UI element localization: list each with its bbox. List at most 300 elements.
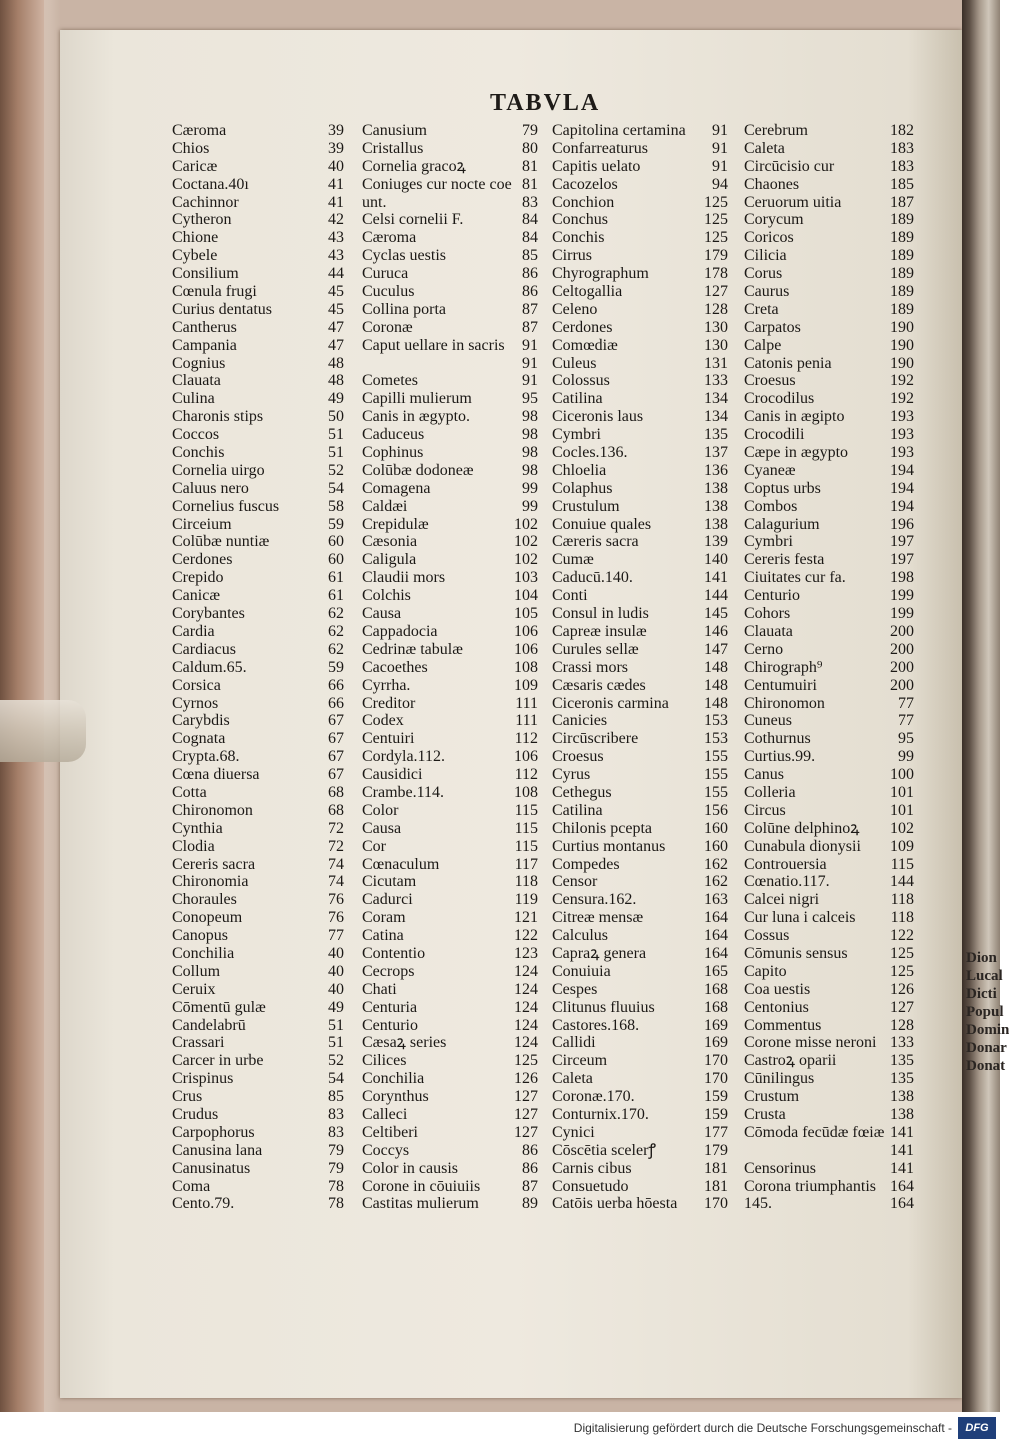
index-term: Cymbri — [744, 533, 793, 551]
index-entry — [172, 122, 344, 140]
index-entry — [744, 498, 914, 516]
facing-page-text: Popul — [966, 1004, 1004, 1020]
index-entry — [172, 337, 344, 355]
page-number: 155 — [704, 783, 728, 801]
page-number: 197 — [890, 533, 914, 551]
index-term: Centonius — [744, 998, 809, 1016]
index-term: Creta — [744, 300, 779, 318]
index-entry — [744, 355, 914, 373]
page-number: 86 — [522, 1141, 538, 1159]
page-number: 130 — [704, 318, 728, 336]
index-term: Cilicia — [744, 247, 787, 265]
index-term: Circeum — [552, 1052, 608, 1070]
index-entry — [744, 820, 914, 838]
index-entry — [362, 229, 538, 247]
index-term: Cacozelos — [552, 175, 618, 193]
page-number: 91 — [522, 354, 538, 372]
index-entry — [744, 927, 914, 945]
page-number: 192 — [890, 372, 914, 390]
index-entry — [744, 319, 914, 337]
page-number: 196 — [890, 515, 914, 533]
index-term: Castores.168. — [552, 1016, 640, 1034]
index-term: Cyaneæ — [744, 461, 796, 479]
index-term: Colūbæ nuntiæ — [172, 533, 270, 551]
index-column-3 — [552, 122, 728, 1213]
index-term: Corona triumphantis — [744, 1177, 876, 1195]
index-term: Colchis — [362, 587, 411, 605]
page-number: 106 — [514, 748, 538, 766]
index-term: Celeno — [552, 300, 598, 318]
page-number: 121 — [514, 909, 538, 927]
page-number: 50 — [328, 408, 344, 426]
page-number: 99 — [522, 497, 538, 515]
index-entry — [172, 641, 344, 659]
page-number: 78 — [328, 1195, 344, 1213]
index-entry — [362, 623, 538, 641]
index-term: Curules sellæ — [552, 640, 639, 658]
index-entry — [362, 659, 538, 677]
index-entry — [744, 1142, 914, 1160]
index-term: Chios — [172, 139, 210, 157]
index-entry — [172, 1070, 344, 1088]
index-term: Centurio — [744, 587, 800, 605]
index-entry — [744, 551, 914, 569]
page-number: 133 — [704, 372, 728, 390]
index-term: Cometes — [362, 372, 418, 390]
index-term: Cor — [362, 837, 386, 855]
page-number: 117 — [514, 855, 538, 873]
page-number: 190 — [890, 336, 914, 354]
index-entry — [362, 1017, 538, 1035]
index-term: Cæreris sacra — [552, 533, 639, 551]
index-entry — [172, 1052, 344, 1070]
index-entry — [744, 891, 914, 909]
index-term: Corone misse neroni — [744, 1034, 877, 1052]
page-number: 41 — [328, 193, 344, 211]
index-term: Cunabula dionysii — [744, 837, 861, 855]
page-number: 61 — [328, 587, 344, 605]
page-number: 178 — [704, 265, 728, 283]
index-term: Cōmunis sensus — [744, 944, 848, 962]
index-entry — [552, 1178, 728, 1196]
page-number: 148 — [704, 676, 728, 694]
index-entry — [362, 927, 538, 945]
page-number: 148 — [704, 658, 728, 676]
page-number: 45 — [328, 300, 344, 318]
index-entry — [362, 301, 538, 319]
page-number: 181 — [704, 1177, 728, 1195]
page-number: 141 — [890, 1141, 914, 1159]
index-entry — [362, 533, 538, 551]
page-number: 134 — [704, 408, 728, 426]
page-number: 79 — [522, 122, 538, 139]
index-term: Collina porta — [362, 300, 446, 318]
index-term: Cotta — [172, 783, 207, 801]
index-term: Choraules — [172, 891, 237, 909]
index-entry — [744, 1052, 914, 1070]
index-entry — [552, 641, 728, 659]
index-term: Corus — [744, 265, 783, 283]
right-facing-page-edge — [962, 0, 1009, 1412]
index-entry — [362, 981, 538, 999]
index-entry — [552, 551, 728, 569]
page-number: 43 — [328, 229, 344, 247]
index-term: Chilonis pcepta — [552, 819, 652, 837]
page-number: 182 — [890, 122, 914, 139]
index-term: Cæpe in ægypto — [744, 444, 849, 462]
index-term: Croesus — [744, 372, 796, 390]
index-entry — [552, 873, 728, 891]
index-entry — [172, 211, 344, 229]
index-term: Cerebrum — [744, 122, 808, 139]
page-number: 147 — [704, 640, 728, 658]
index-term: Cedrinæ tabulæ — [362, 640, 463, 658]
page-number: 138 — [704, 479, 728, 497]
page-number: 111 — [515, 694, 538, 712]
index-term: Color — [362, 801, 399, 819]
index-term: Chione — [172, 229, 219, 247]
index-entry — [552, 856, 728, 874]
index-term: Consul in ludis — [552, 605, 649, 623]
index-entry — [362, 1178, 538, 1196]
index-term: Charonis stips — [172, 408, 264, 426]
index-entry — [362, 730, 538, 748]
page-number: 79 — [328, 1159, 344, 1177]
index-entry — [552, 587, 728, 605]
index-entry — [744, 1124, 914, 1142]
index-term: Conchis — [552, 229, 605, 247]
page-number: 91 — [712, 157, 728, 175]
page-number: 125 — [514, 1052, 538, 1070]
index-term: Chirograph⁹ — [744, 658, 823, 676]
index-entry — [744, 766, 914, 784]
page-number: 74 — [328, 873, 344, 891]
page-number: 160 — [704, 837, 728, 855]
index-entry — [172, 784, 344, 802]
page-number: 91 — [712, 122, 728, 139]
index-term: Conturnix.170. — [552, 1105, 649, 1123]
index-term: Corycum — [744, 211, 804, 229]
index-entry — [552, 981, 728, 999]
page-number: 52 — [328, 461, 344, 479]
index-entry — [552, 122, 728, 140]
index-term: Cōmoda fecūdæ fœiæ — [744, 1123, 885, 1141]
index-term: Canusinatus — [172, 1159, 251, 1177]
index-entry — [362, 945, 538, 963]
index-entry — [362, 247, 538, 265]
page-number: 100 — [890, 766, 914, 784]
index-entry — [744, 802, 914, 820]
index-term: Clauata — [172, 372, 221, 390]
index-entry — [172, 1160, 344, 1178]
page-number: 128 — [704, 300, 728, 318]
page-number: 179 — [704, 247, 728, 265]
index-entry — [744, 981, 914, 999]
index-entry — [362, 158, 538, 176]
page-number: 102 — [514, 551, 538, 569]
index-term: Carpophorus — [172, 1123, 255, 1141]
page-number: 95 — [898, 730, 914, 748]
page-number: 139 — [704, 533, 728, 551]
index-entry — [744, 1160, 914, 1178]
index-entry — [552, 355, 728, 373]
index-entry — [172, 516, 344, 534]
index-column-2 — [362, 122, 538, 1213]
page-number: 126 — [514, 1070, 538, 1088]
page-number: 60 — [328, 551, 344, 569]
index-entry — [362, 1034, 538, 1052]
page-number: 106 — [514, 640, 538, 658]
index-term: Caleta — [744, 139, 785, 157]
index-term: Cardiacus — [172, 640, 236, 658]
page-number: 128 — [890, 1016, 914, 1034]
page-number: 89 — [522, 1195, 538, 1213]
index-term: Culeus — [552, 354, 597, 372]
index-entry — [552, 784, 728, 802]
index-entry — [552, 1052, 728, 1070]
index-term: Conuiuia — [552, 962, 611, 980]
index-term: Comagena — [362, 479, 431, 497]
index-term: Canicæ — [172, 587, 220, 605]
index-entry — [172, 498, 344, 516]
index-term: Canus — [744, 766, 784, 784]
page-number: 177 — [704, 1123, 728, 1141]
index-term: Cyrnos — [172, 694, 219, 712]
index-term: unt. — [362, 193, 387, 211]
page-number: 189 — [890, 300, 914, 318]
index-entry — [362, 551, 538, 569]
index-term: Colaphus — [552, 479, 613, 497]
index-term: Curius dentatus — [172, 300, 272, 318]
index-entry — [362, 319, 538, 337]
index-entry — [362, 337, 538, 355]
index-entry — [552, 283, 728, 301]
index-term: Centuria — [362, 998, 418, 1016]
index-term: Cereris sacra — [172, 855, 256, 873]
index-entry — [362, 1142, 538, 1160]
index-entry — [172, 569, 344, 587]
page-number: 193 — [890, 444, 914, 462]
index-entry — [362, 641, 538, 659]
page-number: 164 — [704, 944, 728, 962]
index-term: Cuculus — [362, 283, 415, 301]
index-term: Cæsaris cædes — [552, 676, 646, 694]
page-number: 164 — [704, 927, 728, 945]
page-number: 168 — [704, 998, 728, 1016]
index-entry — [744, 587, 914, 605]
index-term: Caricæ — [172, 157, 218, 175]
page-number: 127 — [704, 283, 728, 301]
index-term: Cethegus — [552, 783, 612, 801]
page-number: 126 — [890, 980, 914, 998]
page-number: 51 — [328, 1034, 344, 1052]
index-entry — [552, 1106, 728, 1124]
page-number: 194 — [890, 497, 914, 515]
index-entry — [172, 533, 344, 551]
index-term: Cæroma — [172, 122, 227, 139]
index-entry — [552, 158, 728, 176]
index-entry — [552, 748, 728, 766]
page-number: 45 — [328, 283, 344, 301]
index-entry — [744, 1070, 914, 1088]
page-number: 109 — [514, 676, 538, 694]
index-entry — [552, 390, 728, 408]
page-number: 119 — [514, 891, 538, 909]
page-number: 125 — [704, 229, 728, 247]
page-number: 125 — [890, 962, 914, 980]
index-term: Color in causis — [362, 1159, 458, 1177]
index-term: Calpe — [744, 336, 782, 354]
index-entry — [172, 372, 344, 390]
page-number: 61 — [328, 569, 344, 587]
page-number: 127 — [514, 1105, 538, 1123]
page-number: 49 — [328, 998, 344, 1016]
index-entry — [172, 587, 344, 605]
index-entry — [744, 605, 914, 623]
page-number: 189 — [890, 211, 914, 229]
index-term: Corynthus — [362, 1088, 429, 1106]
page-number: 130 — [704, 336, 728, 354]
page-number: 44 — [328, 265, 344, 283]
index-term: Censorinus — [744, 1159, 816, 1177]
page-number: 190 — [890, 354, 914, 372]
index-term: Celsi cornelii F. — [362, 211, 464, 229]
page-number: 39 — [328, 122, 344, 139]
page-number: 164 — [890, 1195, 914, 1213]
page-number: 51 — [328, 444, 344, 462]
index-entry — [744, 140, 914, 158]
index-entry — [744, 301, 914, 319]
page-number: 136 — [704, 461, 728, 479]
page-number: 159 — [704, 1105, 728, 1123]
page-number: 108 — [514, 783, 538, 801]
index-term: Coram — [362, 909, 406, 927]
index-entry — [552, 963, 728, 981]
facing-page-text: Donar — [966, 1040, 1007, 1056]
index-entry — [552, 695, 728, 713]
page-number: 86 — [522, 1159, 538, 1177]
page-number: 102 — [514, 515, 538, 533]
index-term: Conchis — [172, 444, 225, 462]
index-term: Cynthia — [172, 819, 223, 837]
page-number: 94 — [712, 175, 728, 193]
index-entry — [552, 462, 728, 480]
index-entry — [744, 480, 914, 498]
index-term: Conchilia — [172, 944, 235, 962]
index-term: Cohors — [744, 605, 791, 623]
index-entry — [744, 1017, 914, 1035]
index-term: Coccys — [362, 1141, 410, 1159]
index-entry — [172, 390, 344, 408]
index-term: Ceruorum uitia — [744, 193, 842, 211]
index-entry — [744, 444, 914, 462]
page-number: 39 — [328, 139, 344, 157]
page-number: 165 — [704, 962, 728, 980]
index-term: Confarreaturus — [552, 139, 648, 157]
page-number: 91 — [522, 336, 538, 354]
index-term: Cicutam — [362, 873, 417, 891]
page-number: 76 — [328, 909, 344, 927]
page-number: 83 — [328, 1105, 344, 1123]
page-heading: TABVLA — [490, 90, 601, 116]
index-term: Crispinus — [172, 1070, 234, 1088]
index-term: Caduceus — [362, 426, 425, 444]
page-number: 101 — [890, 801, 914, 819]
index-entry — [172, 909, 344, 927]
index-entry — [744, 247, 914, 265]
page-number: 48 — [328, 372, 344, 390]
index-entry — [172, 999, 344, 1017]
page-number: 102 — [514, 533, 538, 551]
index-term: Caput uellare in sacris — [362, 336, 505, 354]
index-entry — [362, 426, 538, 444]
page-number: 77 — [328, 927, 344, 945]
index-term: Celtogallia — [552, 283, 623, 301]
index-entry — [362, 516, 538, 534]
page-number: 115 — [890, 855, 914, 873]
index-entry — [744, 873, 914, 891]
index-term: Cerno — [744, 640, 784, 658]
index-entry — [172, 158, 344, 176]
page-number: 200 — [890, 676, 914, 694]
index-term: Calagurium — [744, 515, 820, 533]
index-entry — [362, 802, 538, 820]
index-term: Commentus — [744, 1016, 822, 1034]
index-term: Cyrrha. — [362, 676, 411, 694]
index-entry — [172, 873, 344, 891]
page-number: 122 — [890, 927, 914, 945]
page-number: 98 — [522, 444, 538, 462]
page-number: 40 — [328, 944, 344, 962]
page-number: 146 — [704, 622, 728, 640]
index-entry — [744, 838, 914, 856]
page-number: 189 — [890, 229, 914, 247]
index-term: Cur luna i calceis — [744, 909, 856, 927]
page-number: 115 — [514, 819, 538, 837]
page-number: 137 — [704, 444, 728, 462]
index-entry — [172, 480, 344, 498]
index-term: Corybantes — [172, 605, 245, 623]
page-number: 58 — [328, 497, 344, 515]
index-term: Citreæ mensæ — [552, 909, 644, 927]
index-entry — [744, 1088, 914, 1106]
page-number: 169 — [704, 1016, 728, 1034]
index-entry — [362, 498, 538, 516]
page-number: 145 — [704, 605, 728, 623]
index-term: Clauata — [744, 622, 793, 640]
index-entry — [744, 408, 914, 426]
page-number: 131 — [704, 354, 728, 372]
index-entry — [744, 1034, 914, 1052]
index-term: Cōmentū gulæ — [172, 998, 266, 1016]
index-entry — [362, 283, 538, 301]
page-number: 62 — [328, 605, 344, 623]
index-entry — [744, 390, 914, 408]
index-term: Cecrops — [362, 962, 415, 980]
page-number: 170 — [704, 1070, 728, 1088]
index-entry — [552, 1142, 728, 1160]
index-entry — [744, 516, 914, 534]
index-entry — [172, 695, 344, 713]
index-entry — [362, 587, 538, 605]
page-number: 99 — [898, 748, 914, 766]
index-term: Causa — [362, 605, 402, 623]
page-number: 85 — [522, 247, 538, 265]
index-term: Canopus — [172, 927, 228, 945]
index-entry — [362, 480, 538, 498]
index-entry — [362, 909, 538, 927]
page-number: 183 — [890, 139, 914, 157]
